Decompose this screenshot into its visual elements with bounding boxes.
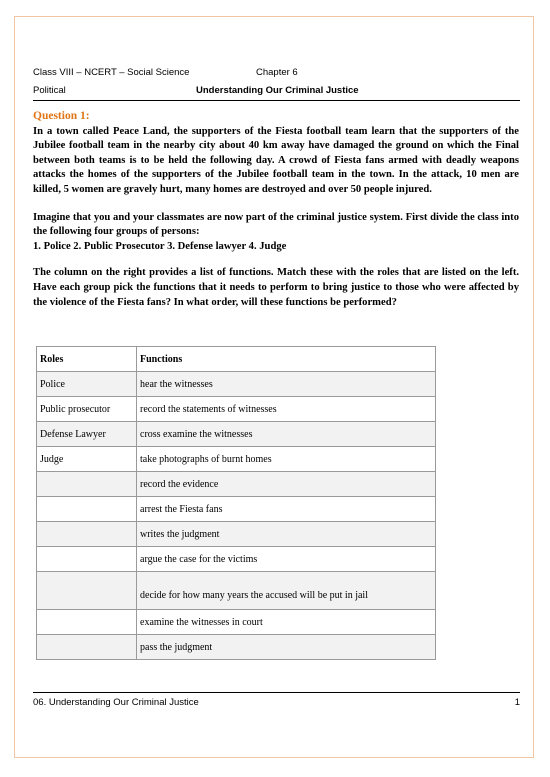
table-row xyxy=(37,422,436,447)
function-cell: writes the judgment xyxy=(137,522,436,547)
class-label: Class VIII – NCERT – Social Science xyxy=(33,67,190,78)
role-cell: Defense Lawyer xyxy=(37,422,137,447)
role-cell: Judge xyxy=(37,447,137,472)
page-number: 1 xyxy=(514,697,520,708)
role-cell xyxy=(37,547,137,572)
table-row xyxy=(37,447,436,472)
role-cell xyxy=(37,497,137,522)
question-body xyxy=(33,109,519,323)
function-cell: pass the judgment xyxy=(137,635,436,660)
table-row xyxy=(37,610,436,635)
chapter-number: Chapter 6 xyxy=(256,67,298,78)
question-paragraph-1: In a town called Peace Land, the supporters of the Fiesta football team learn that the supporters of the Jubilee football team in the nearby city about 40 km away have damaged the ground on which the Final between both teams is to be held the following day. A crowd of Fiesta fans armed with deadly weapons attacks the homes of the supporters of the Jubilee football team in the town. In the attack, 10 men are killed, 5 women are gravely hurt, many homes are destroyed and over 50 people injured. xyxy=(33,125,519,195)
table-row xyxy=(37,635,436,660)
header-roles: Roles xyxy=(37,347,137,372)
function-cell: record the evidence xyxy=(137,472,436,497)
function-cell: examine the witnesses in court xyxy=(137,610,436,635)
role-cell xyxy=(37,572,137,610)
role-cell xyxy=(37,522,137,547)
table-row xyxy=(37,372,436,397)
question-title: Question 1: xyxy=(33,110,90,122)
subject-label: Political xyxy=(33,85,66,96)
header-divider xyxy=(33,100,520,101)
footer-chapter-ref: 06. Understanding Our Criminal Justice xyxy=(33,697,199,708)
footer-divider xyxy=(33,692,520,693)
function-cell: arrest the Fiesta fans xyxy=(137,497,436,522)
question-paragraph-3: The column on the right provides a list of functions. Match these with the roles that are listed on the left. Have each group pick the functions that it needs to perform to bring justice to those who were affected by the violence of the Fiesta fans? In what order, will these functions be performed? xyxy=(33,267,519,308)
function-cell: take photographs of burnt homes xyxy=(137,447,436,472)
table-row xyxy=(37,572,436,610)
role-cell: Public prosecutor xyxy=(37,397,137,422)
footer xyxy=(33,697,520,708)
role-cell xyxy=(37,610,137,635)
role-cell xyxy=(37,472,137,497)
question-paragraph-2: Imagine that you and your classmates are now part of the criminal justice system. First divide the class into the following four groups of persons: xyxy=(33,211,519,238)
table-row xyxy=(37,497,436,522)
role-cell xyxy=(37,635,137,660)
role-cell: Police xyxy=(37,372,137,397)
function-cell: argue the case for the victims xyxy=(137,547,436,572)
function-cell: decide for how many years the accused will be put in jail xyxy=(137,572,436,610)
table-row xyxy=(37,522,436,547)
function-cell: cross examine the witnesses xyxy=(137,422,436,447)
table-row xyxy=(37,397,436,422)
table-header-row xyxy=(37,347,436,372)
table-row xyxy=(37,472,436,497)
function-cell: hear the witnesses xyxy=(137,372,436,397)
roles-functions-table xyxy=(36,346,436,660)
groups-list: 1. Police 2. Public Prosecutor 3. Defense lawyer 4. Judge xyxy=(33,240,287,252)
function-cell: record the statements of witnesses xyxy=(137,397,436,422)
header-functions: Functions xyxy=(137,347,436,372)
chapter-title: Understanding Our Criminal Justice xyxy=(196,85,359,96)
table-row xyxy=(37,547,436,572)
